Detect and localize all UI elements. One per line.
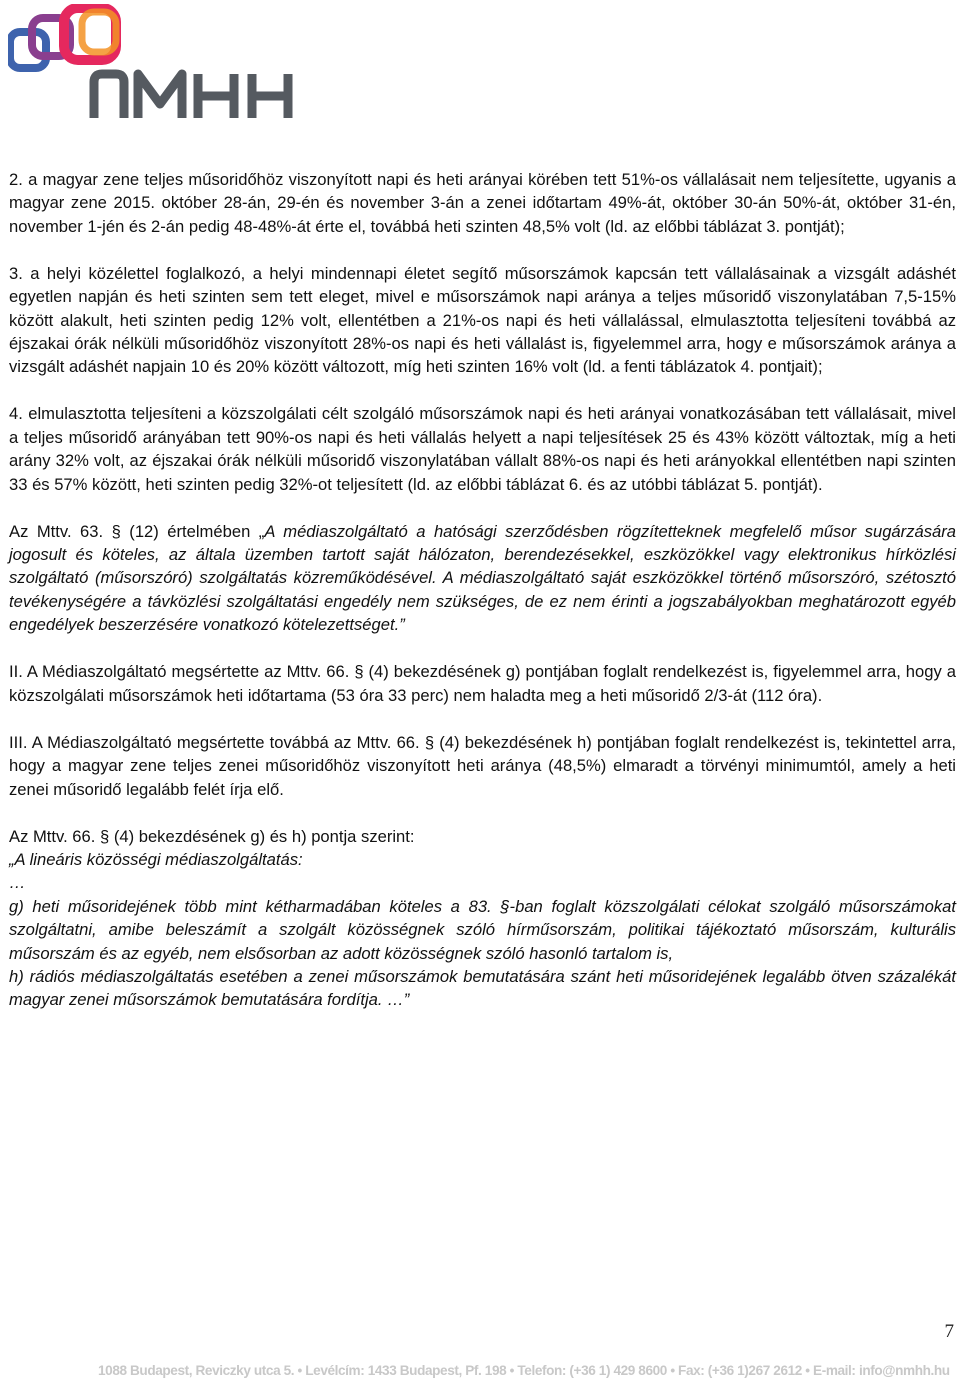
paragraph-2-text: 2. a magyar zene teljes műsoridőhöz viszonyított napi és heti arányai körében tett 51%-os vállalásait nem teljesítette, ugyanis a magyar zene 2015. október 28-án, 29-én és november 3-án a zenei időtartam 49%-át, október 30-án 50%-át, október 31-én, november 1-jén és 2-án pedig 48-48%-át érte el, továbbá heti szinten 48,5% volt (ld. az előbbi táblázat 3. pontját);: [9, 170, 956, 236]
page-number: 7: [944, 1321, 954, 1342]
paragraph-3: [9, 262, 956, 379]
paragraph-iii-text: III. A Médiaszolgáltató megsértette továbbá az Mttv. 66. § (4) bekezdésének h) pontjában foglalt rendelkezést is, tekintettel arra, hogy a magyar zene teljes zenei műsoridőhöz viszonyított heti aránya (48,5%) elmaradt a törvényi minimumtól, amely a heti zenei műsoridő legalább felét írja elő.: [9, 732, 956, 799]
logo-square-orange: [82, 12, 116, 52]
mttv-63-intro: Az Mttv. 63. § (12) értelmében „: [9, 521, 265, 541]
paragraph-ii-text: II. A Médiaszolgáltató megsértette az Mttv. 66. § (4) bekezdésének g) pontjában foglalt rendelkezést is, figyelemmel arra, hogy a közszolgálati műsorszámok heti időtartama (53 óra 33 perc) nem haladta meg a heti műsoridő 2/3-át (112 óra).: [9, 662, 956, 705]
paragraph-mttv-63: [9, 520, 956, 637]
paragraph-iii: [9, 731, 956, 801]
quote-ellipsis: …: [9, 873, 26, 893]
paragraph-ii: [9, 660, 956, 707]
quote-opening: „A lineáris közösségi médiaszolgáltatás:: [9, 849, 303, 869]
paragraph-2: [9, 168, 956, 238]
document-body: [9, 168, 956, 1012]
paragraph-3-text: 3. a helyi közélettel foglalkozó, a helyi mindennapi életet segítő műsorszámok kapcsán tett vállalásainak a vizsgált adáshét egyetlen napján és heti szinten sem tett eleget, mivel e műsorszámok napi aránya a teljes műsoridő viszonylatában 7,5-15% között alakult, heti szinten pedig 12% volt, ellentétben a 21%-os napi és heti vállalással, elmulasztotta teljesíteni továbbá az éjszakai órák nélküli műsoridőhöz viszonyított 28%-os napi és heti vállalást is, figyelemmel arra, hogy e műsorszámok aránya a vizsgált adáshét napjain 10 és 20% között változott, míg heti szinten 16% volt (ld. a fenti táblázatok 4. pontjait);: [9, 263, 956, 377]
logo-wordmark: [94, 74, 288, 118]
quote-item-h: h) rádiós médiaszolgáltatás esetében a zenei műsorszámok bemutatására szánt heti műsoridejének legalább ötven százalékát magyar zenei műsorszámok bemutatására fordítja. …”: [9, 966, 956, 1010]
mttv-63-quote: A médiaszolgáltató a hatósági szerződésben rögzítetteknek megfelelő műsor sugárzására jogosult és köteles, az általa üzemben tartott saját hálózaton, berendezésekkel, eszközökkel vagy elektronikus hírközlési szolgáltató (műsorszóró) szolgáltatás közreműködésével. A médiaszolgáltató saját eszközökkel történő műsorszóró, szétosztó tevékenységére a távközlési szolgáltatási engedély nem szükséges, de ez nem érinti a jogszabályokban meghatározott egyéb engedélyek beszerzésére vonatkozó kötelezettséget.”: [9, 521, 956, 635]
quote-item-g: g) heti műsoridejének több mint kétharmadában köteles a 83. §-ban foglalt közszolgálati célokat szolgáló műsorszámokat szolgáltatni, amibe beleszámít a szolgált közösségnek szóló hírműsorszám, politikai tájékoztató műsorszám, kulturális műsorszám és az egyéb, nem elsősorban az adott közösségnek szóló hasonló tartalom is,: [9, 896, 956, 963]
quote-intro: Az Mttv. 66. § (4) bekezdésének g) és h) pontja szerint:: [9, 826, 415, 846]
paragraph-4-text: 4. elmulasztotta teljesíteni a közszolgálati célt szolgáló műsorszámok napi és heti arányai vonatkozásában tett vállalásait, mivel a teljes műsoridő arányában tett 90%-os napi és heti vállalás helyett a napi teljesítések 25 és 43% között változtak, míg a heti arány 32% volt, az éjszakai órák nélküli műsoridő viszonylatában vállalt 88%-os napi és heti arányokkal ellentétben napi szinten 33 és 57% között, heti szinten pedig 32%-ot teljesített (ld. az előbbi táblázat 6. és az utóbbi táblázat 5. pontját).: [9, 404, 956, 494]
logo-text: NMHH: [8, 4, 11, 5]
footer-address: 1088 Budapest, Reviczky utca 5. • Levélcím: 1433 Budapest, Pf. 198 • Telefon: (+36 1) 429 8600 • Fax: (+36 1)267 2612 • E-mail: info@nmhh.hu: [98, 1363, 950, 1378]
nmhh-logo: [8, 4, 308, 122]
paragraph-4: [9, 402, 956, 496]
nmhh-logo-graphic: [8, 4, 308, 122]
